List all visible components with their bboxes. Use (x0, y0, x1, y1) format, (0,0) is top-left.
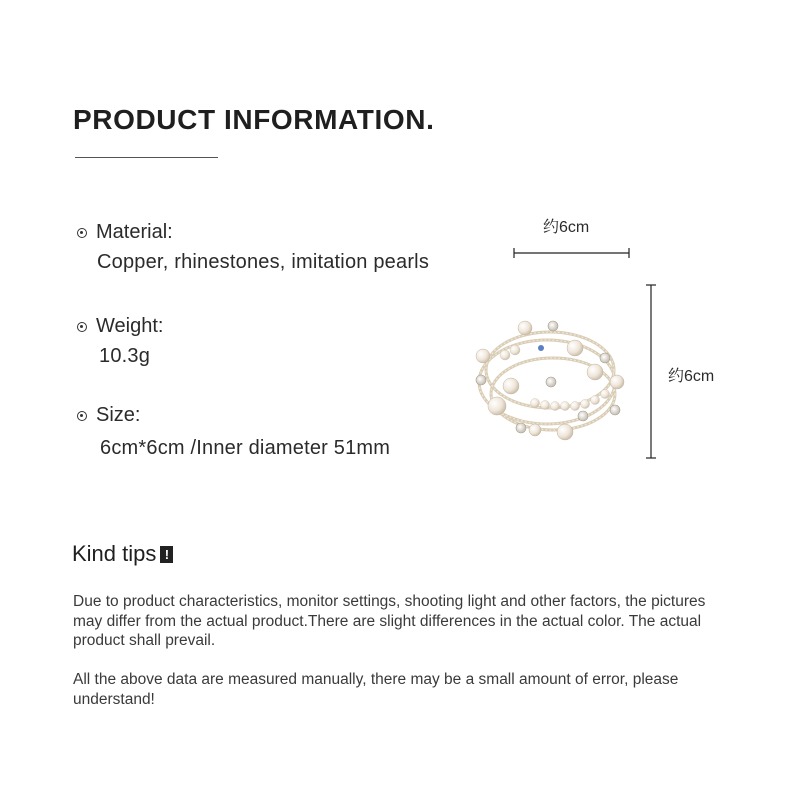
tips-paragraph-1: Due to product characteristics, monitor settings, shooting light and other factors, the pictures may differ from the actual product.There are slight differences in the actual color. The actual product shall prevail. (73, 593, 706, 649)
bullet-icon (77, 411, 87, 421)
spec-size-value: 6cm*6cm /Inner diameter 51mm (100, 437, 391, 459)
spec-weight-label-row (77, 315, 163, 338)
width-dimension-line (510, 245, 635, 261)
page-title: PRODUCT INFORMATION. (73, 104, 435, 135)
spec-material-label-row (77, 221, 173, 244)
bracelet-image (465, 310, 635, 450)
title-divider (75, 157, 218, 158)
spec-size-label-row (77, 404, 140, 427)
tips-heading-text: Kind tips (72, 541, 157, 566)
spec-material-value: Copper, rhinestones, imitation pearls (97, 251, 430, 273)
spec-weight-label: Weight: (96, 315, 164, 337)
exclamation-icon: ! (160, 546, 173, 563)
height-dimension-line (643, 282, 659, 462)
spec-weight-value: 10.3g (99, 345, 151, 367)
height-dimension-label: 约6cm (668, 368, 715, 385)
bullet-icon (77, 322, 87, 332)
tips-paragraph-2: All the above data are measured manually, there may be a small amount of error, please understand! (73, 671, 679, 708)
spec-material-label: Material: (96, 221, 173, 243)
spec-size-label: Size: (96, 404, 141, 426)
width-dimension-label: 约6cm (543, 219, 590, 236)
tips-heading (72, 541, 173, 567)
bullet-icon (77, 228, 87, 238)
